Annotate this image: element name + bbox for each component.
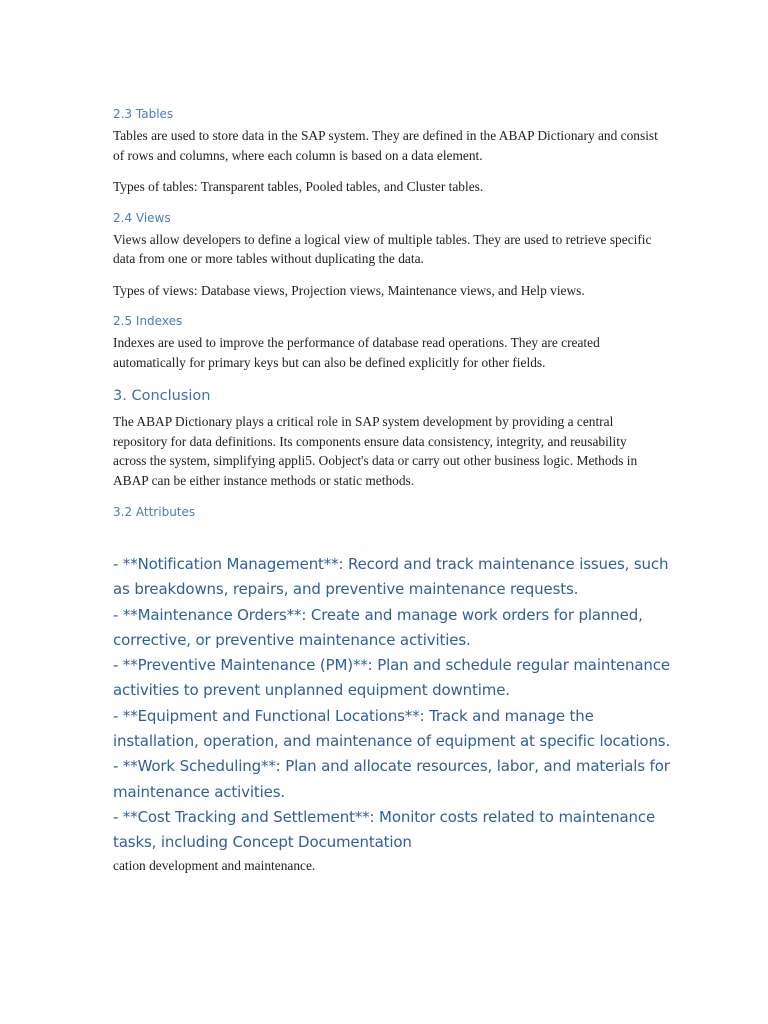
heading-conclusion: 3. Conclusion [113, 388, 211, 404]
feature-notification-management: - **Notification Management**: Record and track maintenance issues, such as breakdowns, repairs, and preventive maintenance requests. [113, 555, 669, 599]
feature-work-scheduling: - **Work Scheduling**: Plan and allocate resources, labor, and materials for maintenance activities. [113, 757, 670, 801]
heading-tables: 2.3 Tables [113, 107, 174, 121]
tables-paragraph: Tables are used to store data in the SAP system. They are defined in the ABAP Dictionary and consist of rows and columns, where each column is based on a data element. [113, 128, 658, 163]
feature-preventive-maintenance: - **Preventive Maintenance (PM)**: Plan and schedule regular maintenance activities to prevent unplanned equipment downtime. [113, 656, 670, 700]
views-paragraph: Views allow developers to define a logical view of multiple tables. They are used to retrieve specific data from one or more tables without duplicating the data. [113, 231, 652, 266]
feature-maintenance-orders: - **Maintenance Orders**: Create and manage work orders for planned, corrective, or preventive maintenance activities. [113, 605, 643, 649]
heading-indexes: 2.5 Indexes [113, 314, 183, 328]
tail-text: cation development and maintenance. [113, 857, 316, 873]
indexes-paragraph: Indexes are used to improve the performance of database read operations. They are created automatically for primary keys but can also be defined explicitly for other fields. [113, 335, 600, 370]
views-types-paragraph: Types of views: Database views, Projection views, Maintenance views, and Help views. [113, 282, 585, 298]
feature-cost-tracking: - **Cost Tracking and Settlement**: Monitor costs related to maintenance tasks, including Concept Documentation [113, 807, 656, 852]
document-page [113, 106, 671, 875]
conclusion-paragraph: The ABAP Dictionary plays a critical role in SAP system development by providing a central repository for data definitions. Its components ensure data consistency, integrity, and reusability across the system, simplifying appli5. Oobject's data or carry out other business logic. Methods in ABAP can be either instance methods or static methods. [113, 414, 638, 488]
feature-list [113, 552, 673, 856]
heading-attributes: 3.2 Attributes [113, 505, 196, 519]
heading-views: 2.4 Views [113, 210, 171, 225]
tables-types-paragraph: Types of tables: Transparent tables, Pooled tables, and Cluster tables. [113, 179, 484, 194]
feature-equipment-functional-locations: - **Equipment and Functional Locations**: Track and manage the installation, operation, and maintenance of equipment at specific locations. [113, 706, 671, 751]
